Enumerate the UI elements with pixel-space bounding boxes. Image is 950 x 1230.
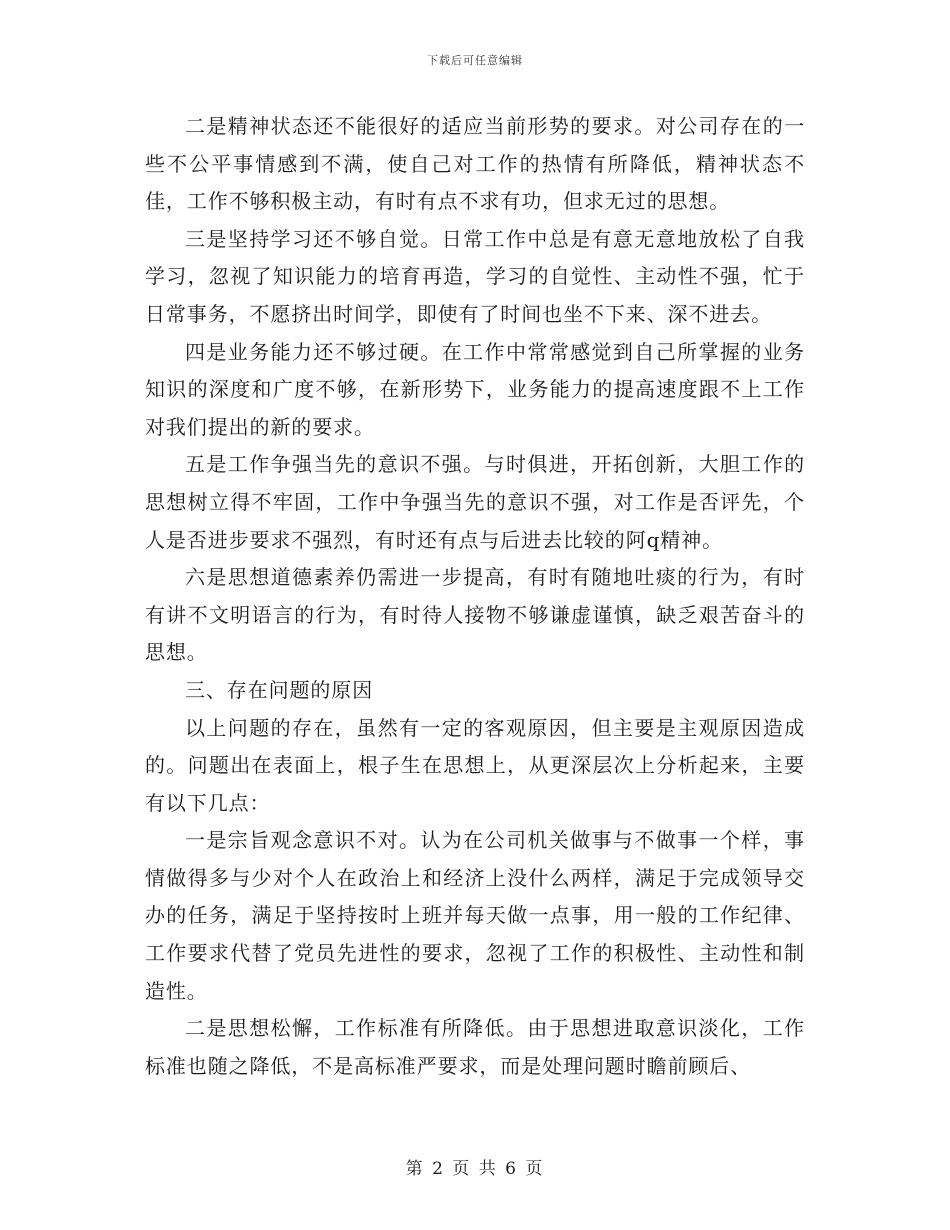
footer-suffix: 页 [525, 1159, 545, 1179]
document-body [145, 108, 805, 1085]
paragraph: 二是精神状态还不能很好的适应当前形势的要求。对公司存在的一些不公平事情感到不满，使自己对工作的热情有所降低，精神状态不佳，工作不够积极主动，有时有点不求有功，但求无过的思想。 [145, 114, 805, 214]
paragraph: 以上问题的存在，虽然有一定的客观原因，但主要是主观原因造成的。问题出在表面上，根子生在思想上，从更深层次上分析起来，主要有以下几点： [145, 715, 805, 815]
footer-mid: 页 共 [452, 1159, 498, 1179]
page-number: 2 [432, 1159, 445, 1179]
footer-prefix: 第 [405, 1159, 425, 1179]
paragraph: 五是工作争强当先的意识不强。与时俱进，开拓创新，大胆工作的思想树立得不牢固，工作中争强当先的意识不强，对工作是否评先，个人是否进步要求不强烈，有时还有点与后进去比较的阿q精神。 [145, 452, 805, 552]
section-heading: 三、存在问题的原因 [185, 677, 374, 702]
paragraph: 三是坚持学习还不够自觉。日常工作中总是有意无意地放松了自我学习，忽视了知识能力的培育再造，学习的自觉性、主动性不强，忙于日常事务，不愿挤出时间学，即使有了时间也坐不下来、深不进去。 [145, 226, 805, 326]
page-footer [0, 1154, 950, 1179]
paragraph: 一是宗旨观念意识不对。认为在公司机关做事与不做事一个样，事情做得多与少对个人在政治上和经济上没什么两样，满足于完成领导交办的任务，满足于坚持按时上班并每天做一点事，用一般的工作纪律、工作要求代替了党员先进性的要求，忽视了工作的积极性、主动性和制造性。 [145, 828, 805, 1003]
paragraph: 四是业务能力还不够过硬。在工作中常常感觉到自己所掌握的业务知识的深度和广度不够，在新形势下，业务能力的提高速度跟不上工作对我们提出的新的要求。 [145, 339, 805, 439]
page-header: 下载后可任意编辑 [427, 54, 523, 67]
paragraph: 二是思想松懈，工作标准有所降低。由于思想进取意识淡化，工作标准也随之降低，不是高标准严要求，而是处理问题时瞻前顾后、 [145, 1016, 805, 1078]
paragraph: 六是思想道德素养仍需进一步提高，有时有随地吐痰的行为，有时有讲不文明语言的行为，有时待人接物不够谦虚谨慎，缺乏艰苦奋斗的思想。 [145, 565, 805, 665]
page-total: 6 [505, 1159, 518, 1179]
